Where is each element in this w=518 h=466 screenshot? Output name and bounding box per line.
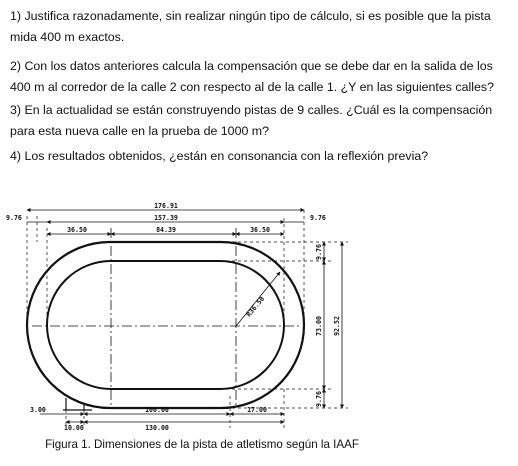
dim-radius: R36.50 <box>244 295 267 319</box>
dim-bottom-left-10: 10.00 <box>64 424 84 432</box>
track-outer-edge <box>27 242 304 408</box>
dim-left-width: 9.76 <box>6 214 22 222</box>
dim-bottom-total: 130.00 <box>145 424 169 432</box>
track-dimensions-figure <box>0 196 518 436</box>
question-2: 2) Con los datos anteriores calcula la compensación que se debe dar en la salida de los 400 m al corredor de la calle 2 con respecto al de la calle 1. ¿Y en las siguientes calles? <box>10 59 494 94</box>
dim-straight-upper: 84.39 <box>156 226 176 234</box>
dim-right-radius-span: 36.50 <box>250 226 270 234</box>
dim-bottom-right-17: 17.00 <box>247 406 267 414</box>
question-4: 4) Los resultados obtenidos, ¿están en consonancia con la reflexión previa? <box>10 149 429 163</box>
dim-bottom-left-small: 3.00 <box>30 406 46 414</box>
dim-right-bottom-width: 9.76 <box>315 391 323 407</box>
dim-right-top-width: 9.76 <box>315 244 323 260</box>
question-1: 1) Justifica razonadamente, sin realizar ningún tipo de cálculo, si es posible que la pista mida 400 m exactos. <box>10 9 491 44</box>
figure-caption: Figura 1. Dimensiones de la pista de atletismo según la IAAF <box>45 438 359 451</box>
dim-outer-height: 92.52 <box>333 316 341 336</box>
dim-bottom-straight: 100.00 <box>145 406 169 414</box>
question-3: 3) En la actualidad se están construyendo pistas de 9 calles. ¿Cuál es la compensación para esta nueva calle en la prueba de 1000 m? <box>10 103 493 138</box>
dim-left-radius-span: 36.50 <box>67 226 87 234</box>
horizontal-extension-lines <box>208 242 348 408</box>
dim-inner-length: 157.39 <box>154 214 178 222</box>
dim-inner-height: 73.00 <box>315 316 323 336</box>
track-axis-lines <box>32 228 302 408</box>
dim-overall-length: 176.91 <box>154 202 178 210</box>
track-inner-edge <box>47 261 284 389</box>
dim-right-width: 9.76 <box>310 214 326 222</box>
